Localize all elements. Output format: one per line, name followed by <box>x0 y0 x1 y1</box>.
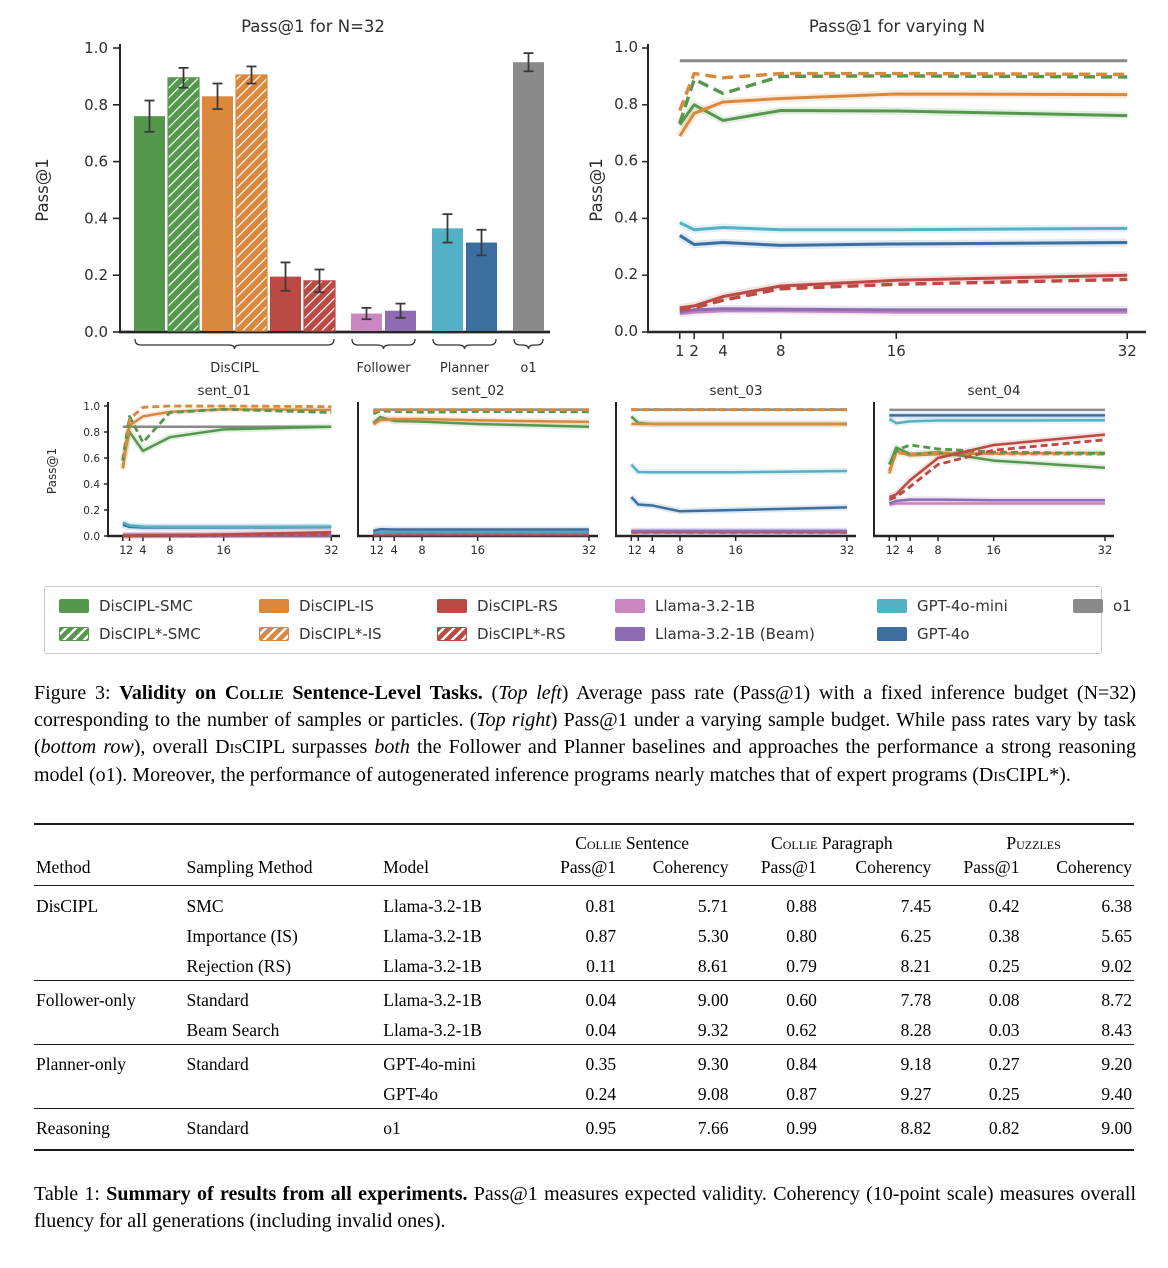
svg-text:32: 32 <box>323 543 339 557</box>
table-row <box>34 1044 1134 1078</box>
method-cell: DisCIPL <box>36 895 99 916</box>
method-cell: Planner-only <box>34 1044 185 1078</box>
table-column-header: Coherency <box>819 854 933 886</box>
line-chart-sent-03 <box>606 380 862 578</box>
svg-text:Pass@1 for N=32: Pass@1 for N=32 <box>241 17 385 36</box>
svg-text:Follower: Follower <box>356 361 411 376</box>
legend <box>44 586 1132 654</box>
sampling-cell: Rejection (RS) <box>186 955 292 976</box>
table-row <box>34 885 1134 920</box>
svg-text:32: 32 <box>839 543 855 557</box>
caption-segment: is <box>229 736 243 759</box>
table-body <box>34 885 1134 1150</box>
value-cell: 0.88 <box>786 895 817 916</box>
caption-segment: ), overall D <box>133 736 230 759</box>
svg-text:16: 16 <box>728 543 743 557</box>
svg-text:Pass@1: Pass@1 <box>587 158 606 222</box>
svg-text:sent_04: sent_04 <box>967 383 1021 399</box>
caption-segment: is <box>993 763 1006 786</box>
svg-text:1.0: 1.0 <box>84 39 108 57</box>
svg-text:DisCIPL: DisCIPL <box>210 361 259 376</box>
caption-segment: both <box>374 736 410 759</box>
value-cell: 0.95 <box>534 1108 618 1150</box>
value-cell: 9.18 <box>819 1044 933 1078</box>
table-column-header: Pass@1 <box>731 854 819 886</box>
method-cell <box>34 1078 185 1109</box>
value-cell: 0.25 <box>988 955 1020 976</box>
method-cell: Reasoning <box>34 1108 185 1150</box>
value-cell: 0.62 <box>786 1019 817 1040</box>
svg-text:1: 1 <box>627 543 635 557</box>
svg-text:0.8: 0.8 <box>614 94 638 113</box>
svg-text:1: 1 <box>674 342 685 360</box>
line-chart-sent-01 <box>40 380 346 578</box>
svg-text:1.0: 1.0 <box>614 38 638 56</box>
table-row <box>34 950 1134 981</box>
legend-item <box>437 625 615 643</box>
model-cell: Llama-3.2-1B <box>381 980 534 1014</box>
value-cell: 7.66 <box>618 1108 730 1150</box>
caption-segment: Sentence-Level Tasks. <box>283 682 492 704</box>
legend-item <box>437 597 615 615</box>
svg-text:Planner: Planner <box>439 361 490 376</box>
svg-text:1: 1 <box>885 543 893 557</box>
value-cell: 5.30 <box>697 925 729 946</box>
table-column-header: Sampling Method <box>185 854 382 886</box>
table-group-header: Collie Sentence <box>575 832 690 853</box>
svg-text:0.2: 0.2 <box>614 265 638 284</box>
model-cell: o1 <box>381 1108 534 1150</box>
caption-segment: Top right <box>476 709 551 732</box>
model-cell: Llama-3.2-1B <box>383 925 482 946</box>
svg-text:0.2: 0.2 <box>83 505 100 517</box>
value-cell: 0.03 <box>988 1019 1020 1040</box>
table-row <box>34 980 1134 1014</box>
value-cell: 6.38 <box>1101 895 1132 916</box>
value-cell: 0.81 <box>585 895 617 916</box>
value-cell: 8.82 <box>819 1108 933 1150</box>
legend-label: GPT-4o <box>917 625 970 643</box>
value-cell: 6.25 <box>900 925 932 946</box>
svg-text:Pass@1: Pass@1 <box>45 447 59 495</box>
legend-item <box>259 597 437 615</box>
svg-text:2: 2 <box>689 342 699 360</box>
svg-text:0.2: 0.2 <box>84 266 108 285</box>
caption-segment: ( <box>491 682 499 704</box>
legend-item <box>877 625 1073 643</box>
svg-text:0.4: 0.4 <box>84 209 108 228</box>
legend-item <box>259 625 437 643</box>
svg-text:1.0: 1.0 <box>83 401 100 413</box>
legend-item <box>877 597 1073 615</box>
svg-text:32: 32 <box>581 543 597 557</box>
svg-text:2: 2 <box>634 543 642 557</box>
table-column-header: Pass@1 <box>933 854 1021 886</box>
legend-item <box>59 597 259 615</box>
legend-label: DisCIPL*-IS <box>299 625 382 643</box>
results-table <box>34 823 1134 1151</box>
caption-segment: Top left <box>498 682 562 704</box>
svg-text:32: 32 <box>1097 543 1113 557</box>
value-cell: 0.84 <box>731 1044 819 1078</box>
table-column-header: Coherency <box>1022 854 1134 886</box>
value-cell: 0.25 <box>988 1083 1020 1104</box>
value-cell: 5.71 <box>697 895 729 916</box>
model-cell: Llama-3.2-1B <box>383 1019 482 1040</box>
legend-item <box>59 625 259 643</box>
legend-swatch-pink <box>615 599 645 613</box>
caption-segment: ) Pass@1 under a varying sample budget. While pass rates vary by task ( <box>34 709 1137 759</box>
table-column-header: Coherency <box>618 854 730 886</box>
legend-label: Llama-3.2-1B (Beam) <box>655 625 815 643</box>
value-cell: 7.78 <box>819 980 933 1014</box>
table-column-header: Pass@1 <box>534 854 618 886</box>
svg-text:1: 1 <box>369 543 377 557</box>
caption-segment: Collie <box>224 682 284 704</box>
svg-text:sent_01: sent_01 <box>197 383 251 399</box>
svg-text:2: 2 <box>376 543 384 557</box>
table-row <box>34 1078 1134 1109</box>
legend-label: o1 <box>1113 597 1132 615</box>
value-cell: 8.43 <box>1101 1019 1132 1040</box>
legend-label: GPT-4o-mini <box>917 597 1008 615</box>
value-cell: 9.30 <box>618 1044 730 1078</box>
value-cell: 0.80 <box>786 925 817 946</box>
value-cell: 9.00 <box>618 980 730 1014</box>
svg-text:1: 1 <box>119 543 127 557</box>
value-cell: 0.79 <box>786 955 817 976</box>
svg-text:0.6: 0.6 <box>83 453 100 465</box>
sampling-cell: Standard <box>185 980 382 1014</box>
value-cell: 9.40 <box>1101 1083 1132 1104</box>
model-cell: GPT-4o <box>383 1083 439 1104</box>
svg-text:16: 16 <box>216 543 231 557</box>
svg-text:0.6: 0.6 <box>84 152 108 171</box>
svg-text:0.4: 0.4 <box>614 208 638 227</box>
svg-text:8: 8 <box>676 543 684 557</box>
svg-text:0.0: 0.0 <box>83 531 100 543</box>
table-row <box>34 920 1134 950</box>
svg-text:8: 8 <box>934 543 942 557</box>
value-cell: 8.61 <box>697 955 729 976</box>
task-charts-row <box>0 380 1168 578</box>
value-cell: 8.21 <box>900 955 932 976</box>
value-cell: 9.27 <box>900 1083 932 1104</box>
value-cell: 9.02 <box>1101 955 1132 976</box>
legend-swatch-purple <box>615 627 645 641</box>
value-cell: 0.35 <box>534 1044 618 1078</box>
legend-swatch-orange <box>259 599 289 613</box>
table-column-header-row <box>34 854 1134 886</box>
table-group-header: Collie Paragraph <box>771 832 893 853</box>
table-row <box>34 1014 1134 1045</box>
svg-text:4: 4 <box>139 543 147 557</box>
value-cell: 0.82 <box>933 1108 1021 1150</box>
legend-label: DisCIPL*-RS <box>477 625 566 643</box>
value-cell: 9.32 <box>697 1019 729 1040</box>
value-cell: 0.38 <box>988 925 1020 946</box>
table-column-header: Model <box>381 854 534 886</box>
svg-text:sent_03: sent_03 <box>709 383 763 399</box>
svg-text:0.0: 0.0 <box>614 322 638 340</box>
caption-segment: ) Average pass rate (Pass@1) with a fixed inference budget (N=32) corresponding to the number of samples or particles. ( <box>34 682 1136 732</box>
legend-swatch-hatched-red <box>437 627 467 641</box>
table-head <box>34 824 1134 886</box>
legend-swatch-gray <box>1073 599 1103 613</box>
legend-label: Llama-3.2-1B <box>655 597 756 615</box>
caption-segment: the Follower and Planner baselines and approaches the performance a strong reasoning model (o1). Moreover, the performance of autogenerated inference programs nearly matches that of expert programs (D <box>34 736 1137 786</box>
sampling-cell: Importance (IS) <box>186 925 298 946</box>
table-group-header: Puzzles <box>1006 832 1061 853</box>
caption-segment: Summary of results from all experiments. <box>106 1182 468 1205</box>
sampling-cell: Standard <box>185 1044 382 1078</box>
legend-swatch-green <box>59 599 89 613</box>
svg-text:16: 16 <box>986 543 1001 557</box>
table-caption <box>34 1181 1136 1235</box>
svg-text:8: 8 <box>776 342 786 360</box>
value-cell: 0.27 <box>933 1044 1021 1078</box>
value-cell: 0.24 <box>585 1083 617 1104</box>
value-cell: 0.11 <box>586 955 617 976</box>
value-cell: 5.65 <box>1101 925 1132 946</box>
caption-segment: CIPL*). <box>1005 763 1071 786</box>
svg-text:o1: o1 <box>520 361 537 376</box>
table-row <box>34 1108 1134 1150</box>
svg-text:4: 4 <box>906 543 914 557</box>
method-cell <box>34 950 185 981</box>
caption-segment: Table 1: <box>34 1182 107 1205</box>
svg-text:sent_02: sent_02 <box>451 383 505 399</box>
legend-label: DisCIPL-IS <box>299 597 374 615</box>
figure-caption <box>34 680 1136 789</box>
value-cell: 9.20 <box>1022 1044 1134 1078</box>
legend-swatch-blue <box>877 627 907 641</box>
caption-segment: bottom row <box>40 736 134 759</box>
caption-segment: CIPL surpasses <box>242 736 375 759</box>
svg-text:0.6: 0.6 <box>614 151 638 170</box>
svg-text:16: 16 <box>470 543 485 557</box>
legend-item <box>1073 597 1132 615</box>
value-cell: 8.72 <box>1022 980 1134 1014</box>
svg-text:Pass@1: Pass@1 <box>33 158 52 222</box>
value-cell: 0.60 <box>731 980 819 1014</box>
svg-text:2: 2 <box>125 543 134 557</box>
sampling-cell: SMC <box>186 895 224 916</box>
legend-swatch-cyan <box>877 599 907 613</box>
legend-label: DisCIPL-RS <box>477 597 558 615</box>
svg-text:0.8: 0.8 <box>83 427 100 439</box>
legend-swatch-red <box>437 599 467 613</box>
svg-text:4: 4 <box>718 342 728 360</box>
method-cell <box>34 1014 185 1045</box>
svg-text:32: 32 <box>1117 342 1137 360</box>
sampling-cell: Standard <box>185 1108 382 1150</box>
svg-text:0.0: 0.0 <box>84 323 108 341</box>
method-cell <box>34 920 185 950</box>
svg-text:Pass@1 for varying N: Pass@1 for varying N <box>808 17 986 36</box>
top-charts-row <box>0 0 1168 376</box>
value-cell: 9.08 <box>697 1083 729 1104</box>
table-group-header-row <box>34 824 1134 854</box>
svg-text:2: 2 <box>892 543 900 557</box>
model-cell: Llama-3.2-1B <box>383 955 482 976</box>
legend-swatch-hatched-green <box>59 627 89 641</box>
value-cell: 0.99 <box>731 1108 819 1150</box>
value-cell: 0.42 <box>988 895 1020 916</box>
svg-text:8: 8 <box>418 543 426 557</box>
sampling-cell: Beam Search <box>186 1019 280 1040</box>
caption-segment: Figure 3: <box>34 682 120 704</box>
model-cell: GPT-4o-mini <box>381 1044 534 1078</box>
svg-text:4: 4 <box>648 543 656 557</box>
svg-text:8: 8 <box>166 543 174 557</box>
line-chart-sent-02 <box>348 380 604 578</box>
svg-text:16: 16 <box>886 342 906 360</box>
legend-swatch-hatched-orange <box>259 627 289 641</box>
svg-text:4: 4 <box>390 543 398 557</box>
value-cell: 8.28 <box>900 1019 932 1040</box>
value-cell: 9.00 <box>1022 1108 1134 1150</box>
model-cell: Llama-3.2-1B <box>383 895 482 916</box>
value-cell: 0.04 <box>534 980 618 1014</box>
sampling-cell <box>185 1078 382 1109</box>
legend-label: DisCIPL*-SMC <box>99 625 201 643</box>
value-cell: 0.08 <box>933 980 1021 1014</box>
legend-item <box>615 625 877 643</box>
svg-text:0.4: 0.4 <box>83 479 100 491</box>
value-cell: 0.87 <box>786 1083 817 1104</box>
line-chart-varying-n <box>582 14 1162 376</box>
legend-label: DisCIPL-SMC <box>99 597 193 615</box>
bar-chart-pass1-n32 <box>14 14 566 376</box>
line-chart-sent-04 <box>864 380 1140 578</box>
value-cell: 0.87 <box>585 925 617 946</box>
method-cell: Follower-only <box>34 980 185 1014</box>
caption-segment: Pass@1 measures expected validity. Coherency (10-point scale) measures overall fluency for all generations (including invalid ones). <box>34 1182 1137 1232</box>
caption-segment: Validity on <box>119 682 225 704</box>
svg-text:0.8: 0.8 <box>84 95 108 114</box>
table-column-header: Method <box>34 854 185 886</box>
legend-item <box>615 597 877 615</box>
value-cell: 0.04 <box>585 1019 617 1040</box>
value-cell: 7.45 <box>900 895 932 916</box>
